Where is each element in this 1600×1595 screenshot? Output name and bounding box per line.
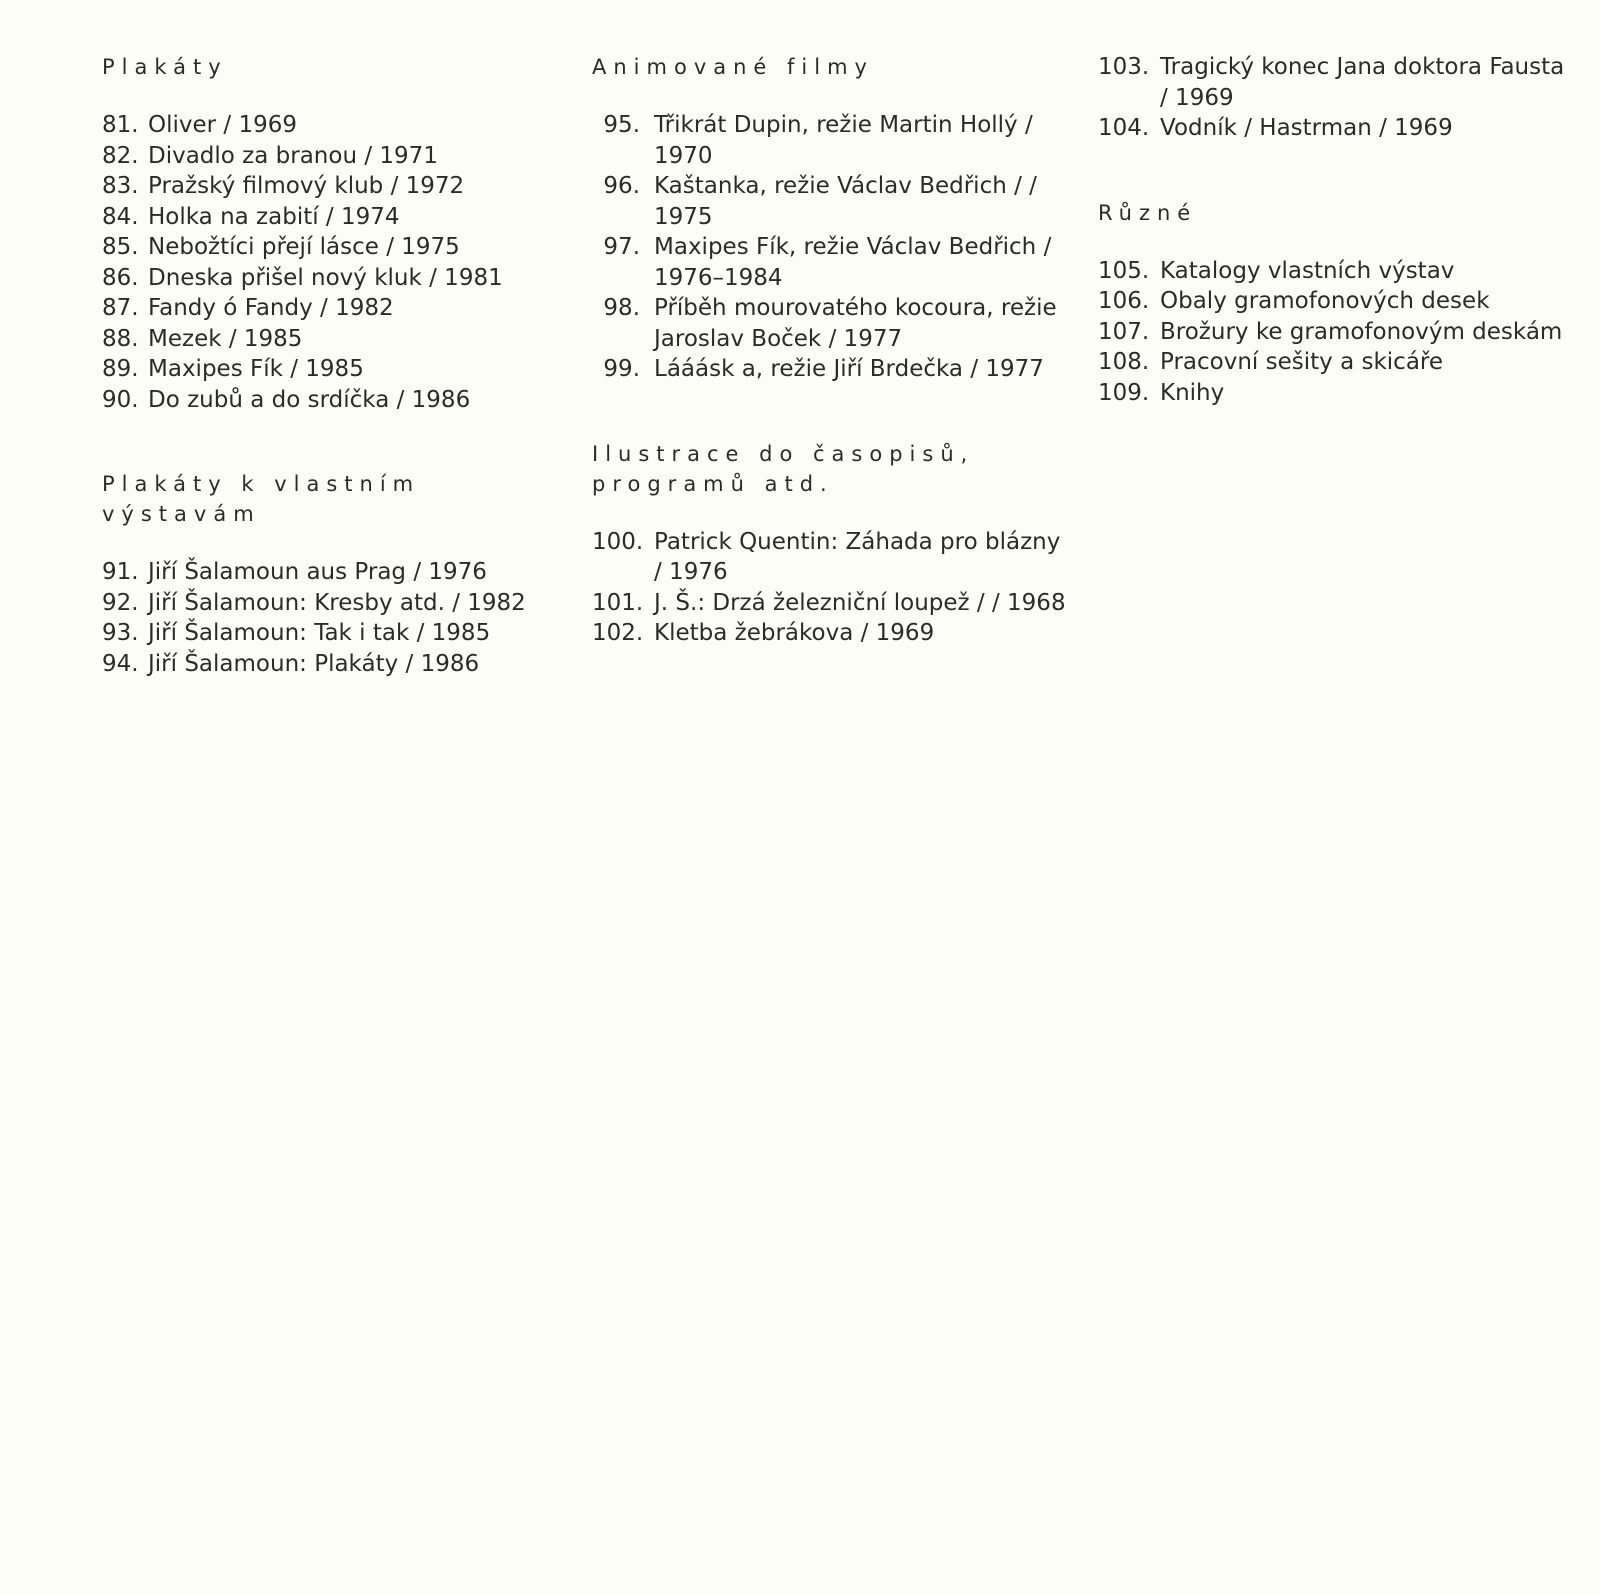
item-number: 107. xyxy=(1098,318,1150,345)
item-text: Divadlo za branou / 1971 xyxy=(148,142,438,169)
list-item xyxy=(592,588,1072,619)
item-list xyxy=(592,110,1072,385)
section-ruzne xyxy=(1098,198,1578,409)
list-item xyxy=(102,649,572,680)
item-text: Jiří Šalamoun aus Prag / 1976 xyxy=(148,559,487,585)
list-item xyxy=(1098,113,1578,144)
list-item xyxy=(1098,347,1578,378)
item-number: 108. xyxy=(1098,349,1150,375)
column-1 xyxy=(102,52,572,733)
section-plakaty-vystavy xyxy=(102,469,572,679)
list-item xyxy=(1098,52,1578,113)
item-list xyxy=(1098,256,1578,409)
item-number: 93. xyxy=(102,620,139,646)
item-text: Dneska přišel nový kluk / 1981 xyxy=(148,264,503,291)
column-3 xyxy=(1098,52,1578,462)
item-number: 97. xyxy=(603,234,640,260)
item-text: Maxipes Fík, režie Václav Bedřich / 1976–1984 xyxy=(654,234,1052,291)
item-list xyxy=(592,527,1072,649)
item-number: 94. xyxy=(102,650,139,677)
item-list xyxy=(1098,52,1578,144)
item-text: Jiří Šalamoun: Kresby atd. / 1982 xyxy=(148,589,526,616)
item-text: Oliver / 1969 xyxy=(148,112,298,138)
item-text: Kletba žebrákova / 1969 xyxy=(654,620,935,646)
section-animovane-filmy xyxy=(592,52,1072,385)
section-heading: Plakáty k vlastním výstavám xyxy=(102,472,421,526)
item-text: Patrick Quentin: Záhada pro blázny / 1976 xyxy=(654,528,1061,585)
list-item xyxy=(1098,317,1578,348)
list-item xyxy=(102,618,572,649)
item-number: 103. xyxy=(1098,54,1150,80)
section-ilustrace xyxy=(592,439,1072,649)
item-number: 102. xyxy=(592,620,644,646)
item-text: Jiří Šalamoun: Plakáty / 1986 xyxy=(148,650,480,677)
item-number: 95. xyxy=(603,112,640,138)
item-number: 81. xyxy=(102,112,139,138)
item-text: Fandy ó Fandy / 1982 xyxy=(148,295,394,321)
column-2 xyxy=(592,52,1072,703)
item-text: Katalogy vlastních výstav xyxy=(1160,257,1455,284)
list-item xyxy=(102,385,572,416)
item-text: Obaly gramofonových desek xyxy=(1160,288,1490,314)
list-item xyxy=(102,324,572,355)
list-item xyxy=(102,202,572,233)
list-item xyxy=(102,588,572,619)
list-item xyxy=(592,354,1072,385)
item-number: 83. xyxy=(102,173,139,199)
list-item xyxy=(592,232,1072,293)
list-item xyxy=(102,171,572,202)
section-ilustrace-continued xyxy=(1098,52,1578,144)
item-list xyxy=(102,110,572,415)
item-text: Pražský filmový klub / 1972 xyxy=(148,173,465,199)
list-item xyxy=(592,618,1072,649)
list-item xyxy=(1098,256,1578,287)
item-number: 105. xyxy=(1098,257,1150,284)
list-item xyxy=(102,141,572,172)
list-item xyxy=(102,263,572,294)
item-number: 85. xyxy=(102,234,139,260)
list-item xyxy=(1098,286,1578,317)
item-text: Jiří Šalamoun: Tak i tak / 1985 xyxy=(148,620,491,646)
item-number: 100. xyxy=(592,528,644,555)
section-heading: Animované filmy xyxy=(592,55,874,79)
item-text: Maxipes Fík / 1985 xyxy=(148,356,364,382)
item-number: 99. xyxy=(603,356,640,382)
item-number: 92. xyxy=(102,589,139,616)
list-item xyxy=(592,110,1072,171)
item-number: 91. xyxy=(102,559,139,585)
item-number: 109. xyxy=(1098,379,1150,406)
list-item xyxy=(102,232,572,263)
item-text: Holka na zabití / 1974 xyxy=(148,203,400,230)
list-item xyxy=(592,293,1072,354)
item-number: 96. xyxy=(603,173,640,199)
item-text: J. Š.: Drzá železniční loupež / / 1968 xyxy=(654,589,1066,616)
item-number: 84. xyxy=(102,203,139,230)
list-item xyxy=(102,293,572,324)
list-item xyxy=(102,354,572,385)
item-text: Do zubů a do srdíčka / 1986 xyxy=(148,386,471,413)
item-text: Tragický konec Jana doktora Fausta / 1969 xyxy=(1160,54,1565,111)
item-text: Lááásk a, režie Jiří Brdečka / 1977 xyxy=(654,356,1044,382)
section-plakaty xyxy=(102,52,572,415)
item-number: 106. xyxy=(1098,288,1150,314)
item-text: Mezek / 1985 xyxy=(148,325,303,352)
item-number: 88. xyxy=(102,325,139,352)
item-text: Nebožtíci přejí lásce / 1975 xyxy=(148,234,460,260)
item-text: Příběh mourovatého kocoura, režie Jaroslav Boček / 1977 xyxy=(654,295,1057,352)
section-heading: Plakáty xyxy=(102,55,228,79)
item-number: 98. xyxy=(603,295,640,321)
item-text: Brožury ke gramofonovým deskám xyxy=(1160,318,1563,345)
item-text: Třikrát Dupin, režie Martin Hollý / 1970 xyxy=(654,112,1033,169)
list-item xyxy=(102,557,572,588)
item-text: Pracovní sešity a skicáře xyxy=(1160,349,1444,375)
item-text: Knihy xyxy=(1160,379,1225,406)
item-list xyxy=(102,557,572,679)
list-item xyxy=(102,110,572,141)
item-text: Kaštanka, režie Václav Bedřich / / 1975 xyxy=(654,173,1037,230)
section-heading: Různé xyxy=(1098,200,1198,225)
list-item xyxy=(592,171,1072,232)
item-number: 101. xyxy=(592,589,644,616)
item-number: 90. xyxy=(102,386,139,413)
item-number: 86. xyxy=(102,264,139,291)
item-number: 89. xyxy=(102,356,139,382)
item-text: Vodník / Hastrman / 1969 xyxy=(1160,115,1453,141)
section-heading: Ilustrace do časopisů, programů atd. xyxy=(592,441,975,496)
list-item xyxy=(1098,378,1578,409)
item-number: 87. xyxy=(102,295,139,321)
item-number: 104. xyxy=(1098,115,1150,141)
item-number: 82. xyxy=(102,142,139,169)
list-item xyxy=(592,527,1072,588)
